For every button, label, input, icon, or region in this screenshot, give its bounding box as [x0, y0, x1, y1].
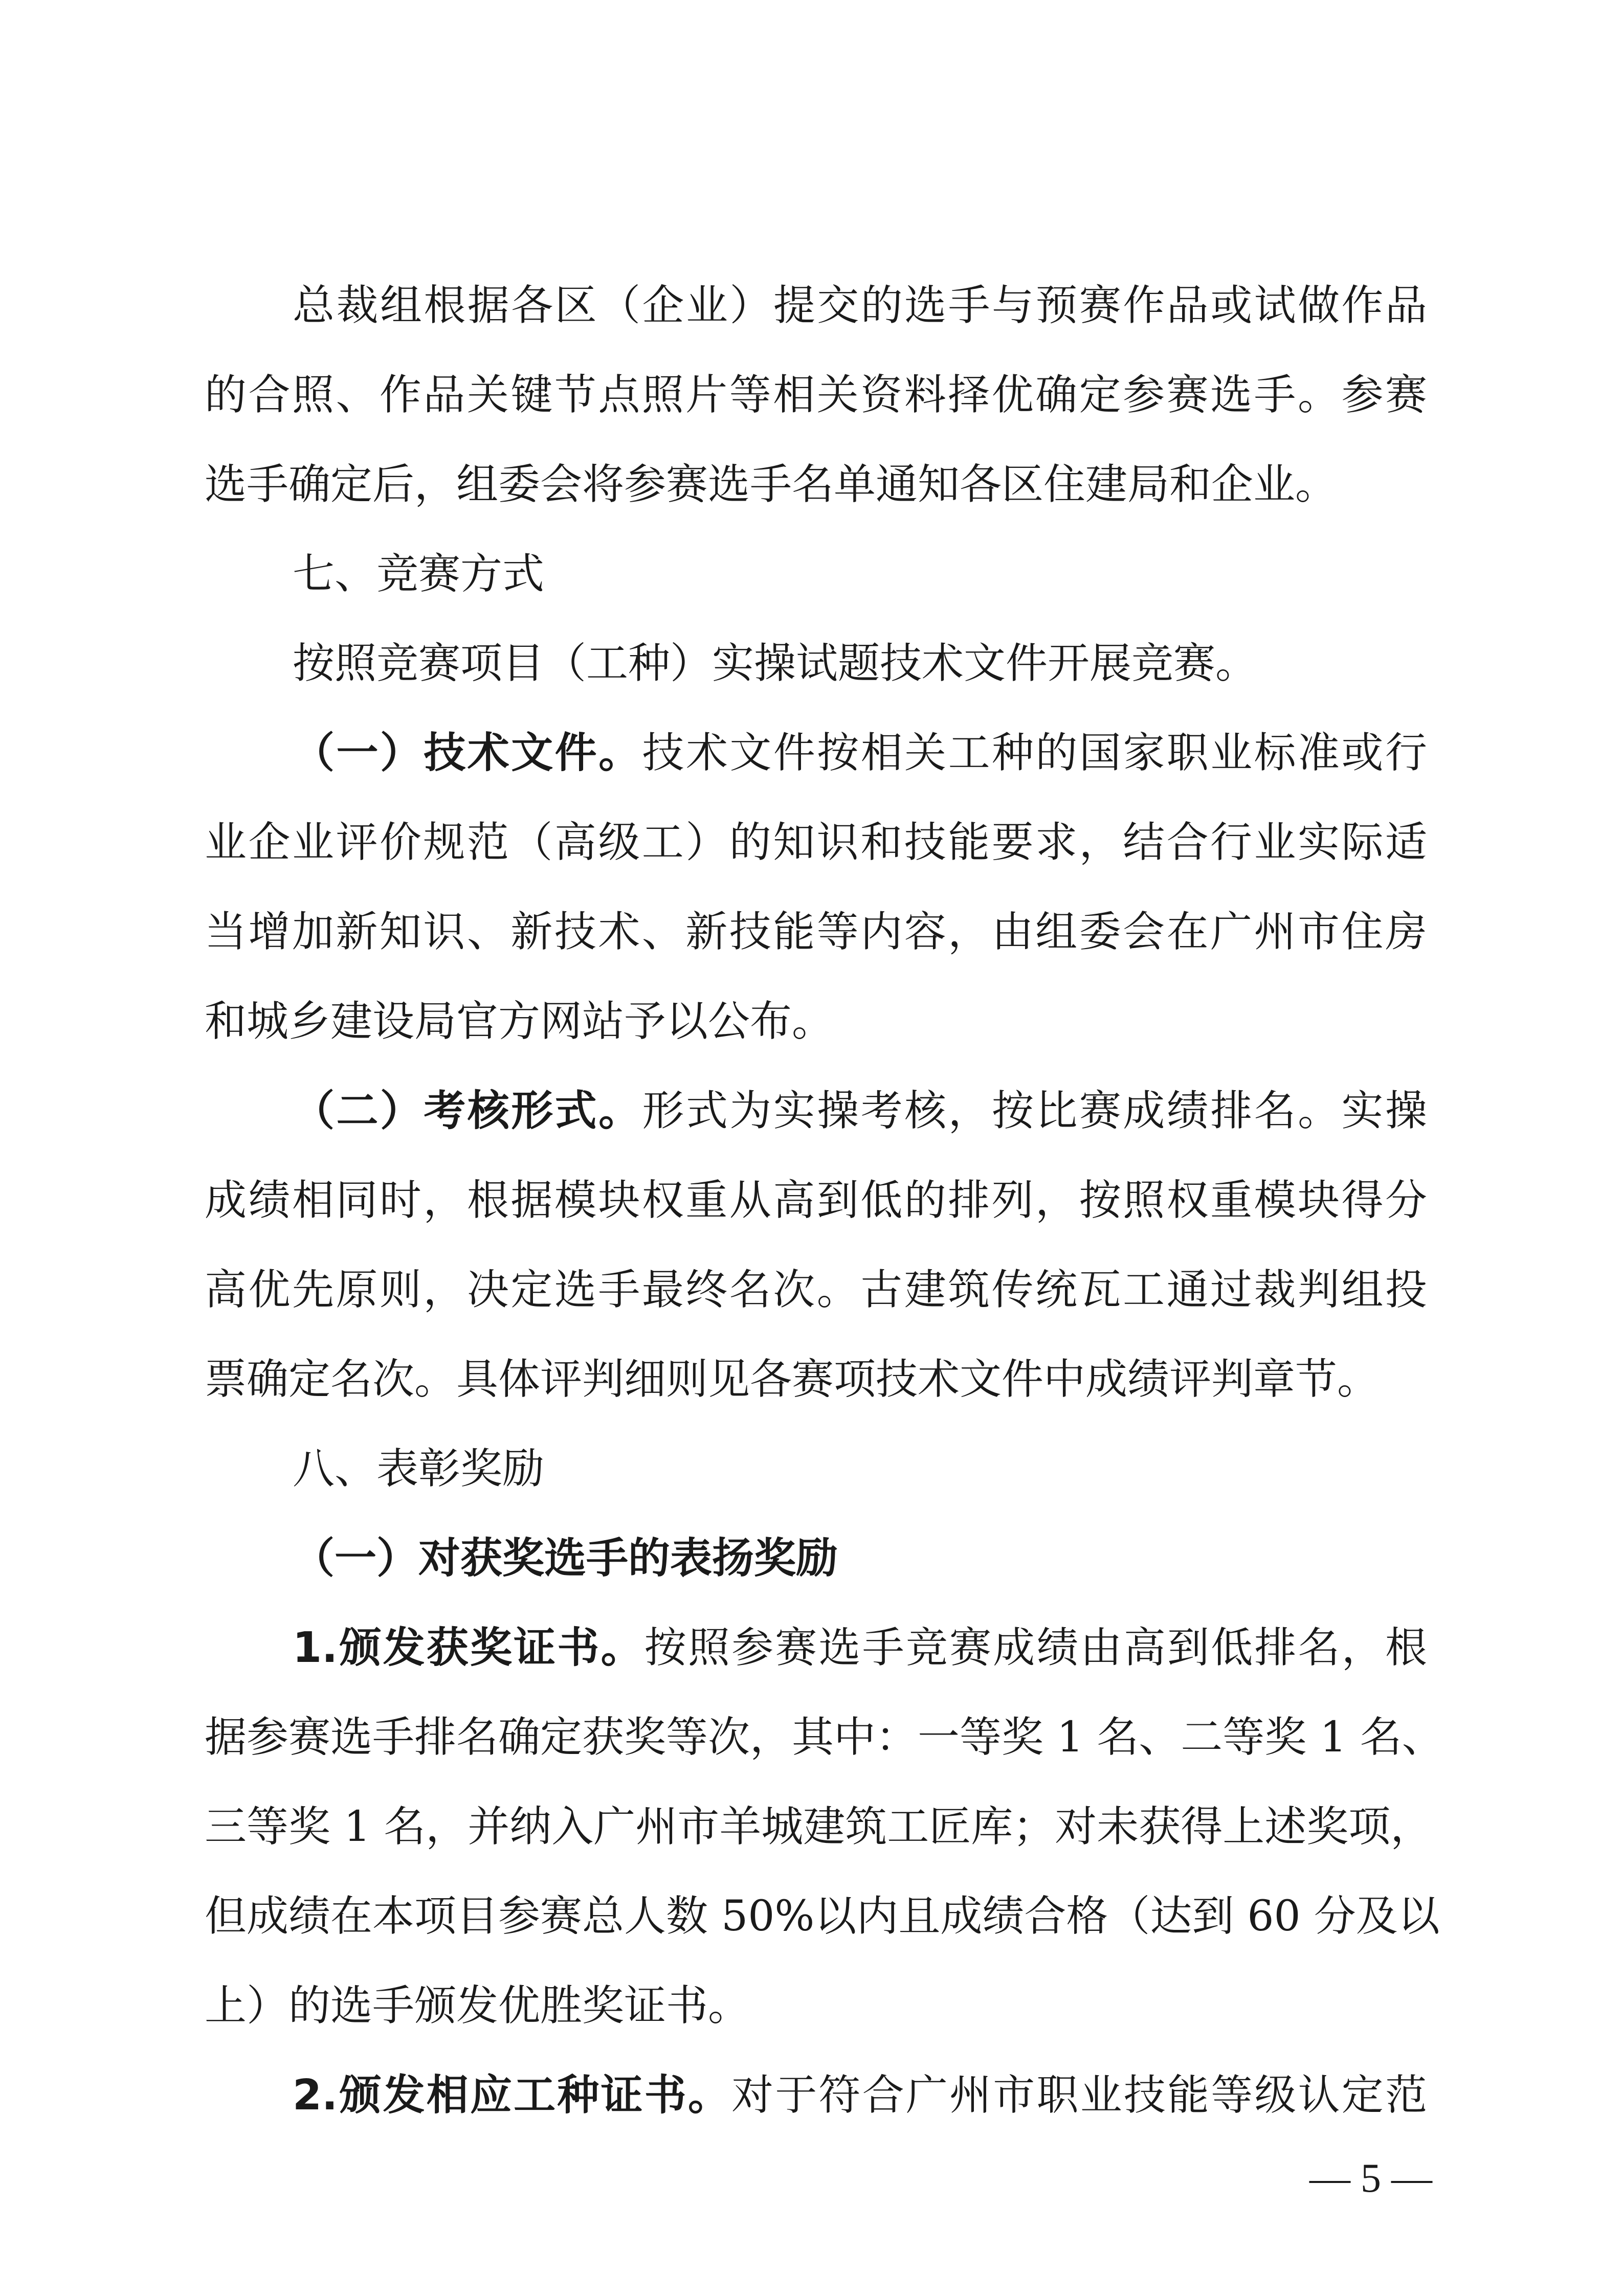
subsection-title: 1.颁发获奖证书。	[293, 1624, 644, 1672]
paragraph-line: 但成绩在本项目参赛总人数 50%以内且成绩合格（达到 60 分及以	[205, 1892, 1440, 1941]
paragraph-text: 形式为实操考核，按比赛成绩排名。实操	[642, 1087, 1427, 1135]
paragraph-line	[205, 1066, 1427, 1156]
subsection-title: 2.颁发相应工种证书。	[293, 2071, 732, 2120]
paragraph-line: 当增加新知识、新技术、新技能等内容，由组委会在广州市住房	[205, 908, 1427, 956]
paragraph-text: 技术文件按相关工种的国家职业标准或行	[642, 729, 1427, 777]
paragraph-line: 据参赛选手排名确定获奖等次，其中：一等奖 1 名、二等奖 1 名、	[205, 1713, 1444, 1762]
subsection-title: （二）考核形式。	[293, 1087, 642, 1135]
paragraph-line: 按照竞赛项目（工种）实操试题技术文件开展竞赛。	[293, 639, 1258, 688]
paragraph-line: 成绩相同时，根据模块权重从高到低的排列，按照权重模块得分	[205, 1176, 1427, 1225]
subsection-heading: （一）对获奖选手的表扬奖励	[293, 1534, 838, 1583]
paragraph-text: 按照参赛选手竞赛成绩由高到低排名，根	[644, 1624, 1427, 1672]
paragraph-line: 和城乡建设局官方网站予以公布。	[205, 997, 834, 1046]
paragraph-line: 的合照、作品关键节点照片等相关资料择优确定参赛选手。参赛	[205, 371, 1427, 419]
paragraph-text: 对于符合广州市职业技能等级认定范	[731, 2071, 1427, 2120]
page-number: — 5 —	[1309, 2156, 1432, 2201]
paragraph-line: 选手确定后，组委会将参赛选手名单通知各区住建局和企业。	[205, 460, 1338, 509]
paragraph-line	[205, 2051, 1427, 2140]
paragraph-line	[205, 708, 1427, 798]
section-heading-8: 八、表彰奖励	[293, 1445, 545, 1493]
paragraph-line: 业企业评价规范（高级工）的知识和技能要求，结合行业实际适	[205, 818, 1427, 867]
paragraph-line	[205, 1603, 1427, 1693]
section-heading-7: 七、竞赛方式	[293, 550, 545, 598]
paragraph-line: 高优先原则，决定选手最终名次。古建筑传统瓦工通过裁判组投	[205, 1266, 1427, 1314]
document-body	[205, 261, 1444, 2140]
subsection-title: （一）技术文件。	[293, 729, 642, 777]
paragraph-line: 三等奖 1 名，并纳入广州市羊城建筑工匠库；对未获得上述奖项，	[205, 1803, 1433, 1851]
paragraph-line: 上）的选手颁发优胜奖证书。	[205, 1982, 750, 2030]
paragraph-line: 总裁组根据各区（企业）提交的选手与预赛作品或试做作品	[293, 281, 1427, 330]
paragraph-line: 票确定名次。具体评判细则见各赛项技术文件中成绩评判章节。	[205, 1355, 1380, 1404]
